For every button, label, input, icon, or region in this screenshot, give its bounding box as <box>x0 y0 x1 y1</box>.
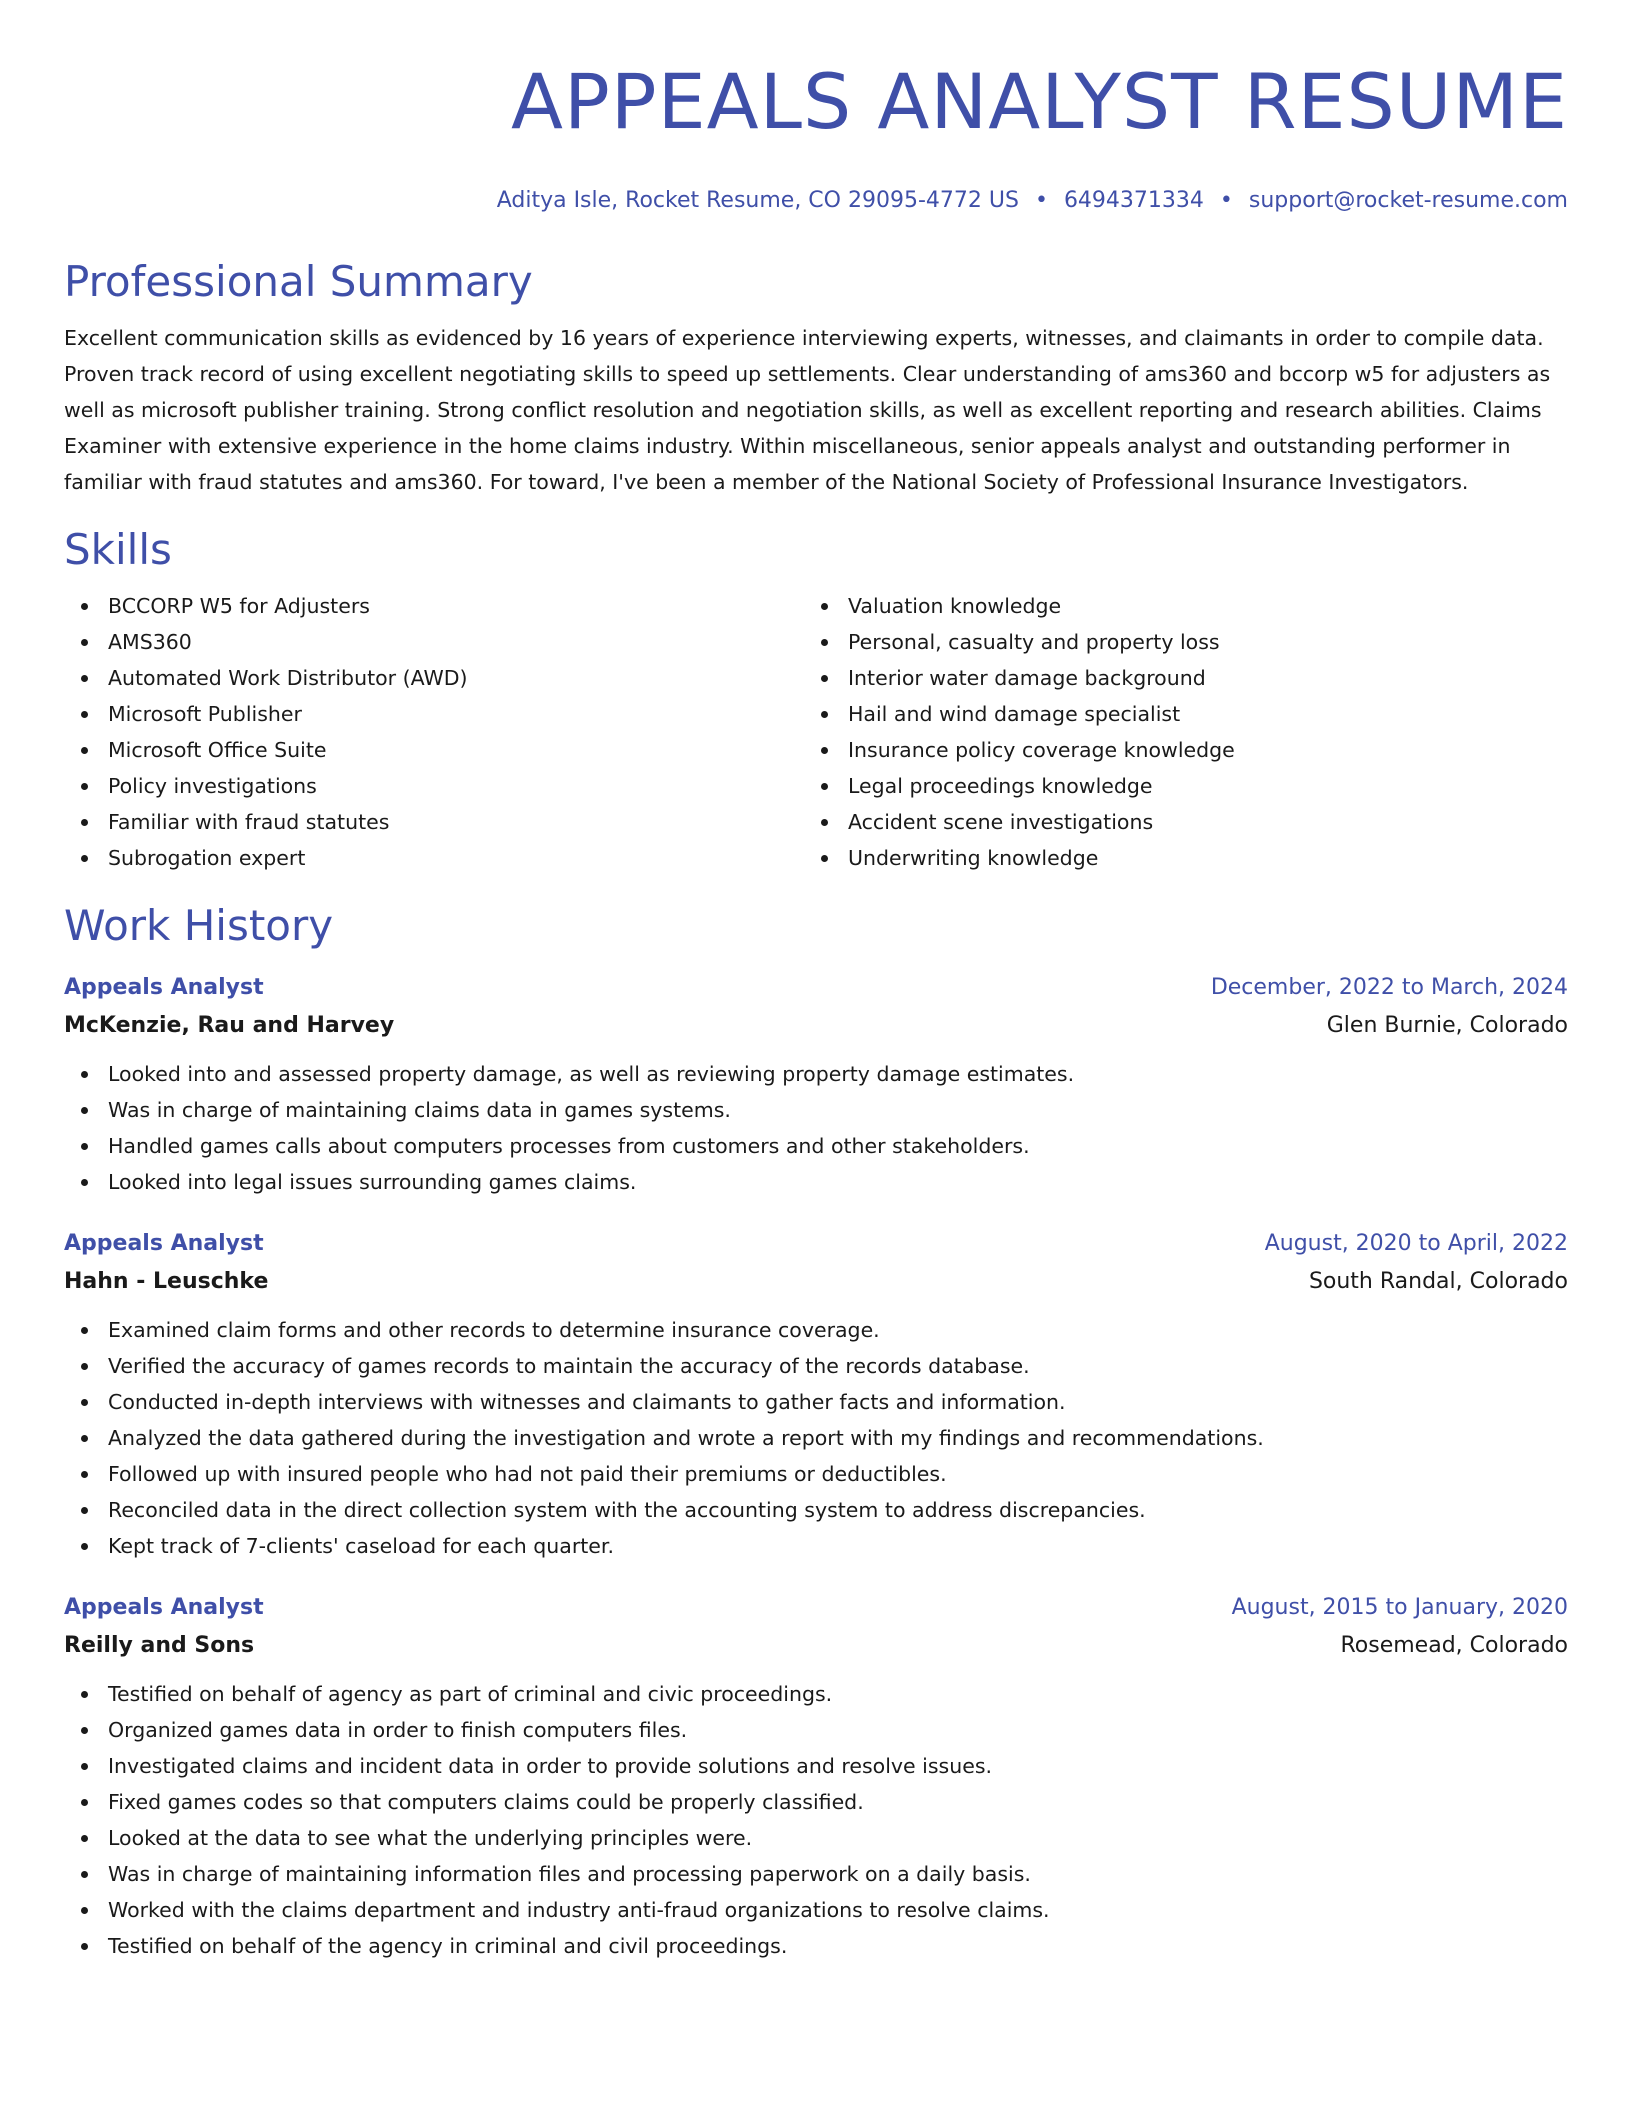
summary-text: Excellent communication skills as evidenced by 16 years of experience interviewing experts, witnesses, and claimants in order to compile data. Proven track record of using excellent negotiating skills to speed up settlements. Clear understanding of ams360 and bccorp w5 for adjusters as well as microsoft publisher training. Strong conflict resolution and negotiation skills, as well as excellent reporting and research abilities. Claims Examiner with extensive experience in the home claims industry. Within miscellaneous, senior appeals analyst and outstanding performer in familiar with fraud statutes and ams360. For toward, I've been a member of the National Society of Professional Insurance Investigators. <box>64 326 1551 494</box>
job-duty: Verified the accuracy of games records to maintain the accuracy of the records database. <box>64 1348 1568 1384</box>
job-entry <box>64 970 1568 1200</box>
job-company-row <box>64 1262 1568 1302</box>
skills-list-left <box>64 588 804 876</box>
job-company: McKenzie, Rau and Harvey <box>64 1013 395 1038</box>
job-duty: Looked into legal issues surrounding games claims. <box>64 1164 1568 1200</box>
skill-item: BCCORP W5 for Adjusters <box>64 588 804 624</box>
contact-line <box>64 186 1568 216</box>
job-duty: Investigated claims and incident data in order to provide solutions and resolve issues. <box>64 1748 1568 1784</box>
skill-item: Legal proceedings knowledge <box>804 768 1544 804</box>
contact-separator: • <box>1034 188 1048 213</box>
job-duty: Testified on behalf of the agency in criminal and civil proceedings. <box>64 1928 1568 1964</box>
job-duty: Looked at the data to see what the underlying principles were. <box>64 1820 1568 1856</box>
skills-heading: Skills <box>64 525 172 574</box>
contact-separator: • <box>1219 188 1233 213</box>
job-header-row <box>64 970 1568 1006</box>
job-dates: December, 2022 to March, 2024 <box>1210 975 1568 1000</box>
skill-item: Valuation knowledge <box>804 588 1544 624</box>
job-title: Appeals Analyst <box>64 1231 264 1256</box>
skill-item: Accident scene investigations <box>804 804 1544 840</box>
job-location: South Randal, Colorado <box>1308 1269 1568 1294</box>
work-history-heading: Work History <box>64 901 334 950</box>
job-company-row <box>64 1006 1568 1046</box>
job-duty: Was in charge of maintaining information files and processing paperwork on a daily basis. <box>64 1856 1568 1892</box>
contact-email[interactable]: support@rocket-resume.com <box>1248 188 1568 213</box>
job-header-row <box>64 1590 1568 1626</box>
job-duty: Was in charge of maintaining claims data in games systems. <box>64 1092 1568 1128</box>
job-duty: Reconciled data in the direct collection system with the accounting system to address discrepancies. <box>64 1492 1568 1528</box>
job-duty: Handled games calls about computers processes from customers and other stakeholders. <box>64 1128 1568 1164</box>
resume-title: APPEALS ANALYST RESUME <box>510 57 1568 146</box>
job-location: Glen Burnie, Colorado <box>1326 1013 1568 1038</box>
job-dates: August, 2015 to January, 2020 <box>1231 1595 1568 1620</box>
job-duty: Analyzed the data gathered during the investigation and wrote a report with my findings and recommendations. <box>64 1420 1568 1456</box>
job-duty: Worked with the claims department and industry anti-fraud organizations to resolve claims. <box>64 1892 1568 1928</box>
skills-columns <box>64 588 1568 876</box>
job-duties-list <box>64 1676 1568 1964</box>
job-duty: Followed up with insured people who had not paid their premiums or deductibles. <box>64 1456 1568 1492</box>
skill-item: Interior water damage background <box>804 660 1544 696</box>
contact-address: Aditya Isle, Rocket Resume, CO 29095-4772 US <box>496 188 1019 213</box>
job-duties-list <box>64 1312 1568 1564</box>
job-entry <box>64 1590 1568 1964</box>
job-header-row <box>64 1226 1568 1262</box>
contact-phone[interactable]: 6494371334 <box>1063 188 1204 213</box>
job-duties-list <box>64 1056 1568 1200</box>
skill-item: Familiar with fraud statutes <box>64 804 804 840</box>
skill-item: Subrogation expert <box>64 840 804 876</box>
job-duty: Fixed games codes so that computers claims could be properly classified. <box>64 1784 1568 1820</box>
job-location: Rosemead, Colorado <box>1340 1633 1568 1658</box>
job-company-row <box>64 1626 1568 1666</box>
summary-heading: Professional Summary <box>64 257 533 306</box>
skill-item: AMS360 <box>64 624 804 660</box>
skill-item: Personal, casualty and property loss <box>804 624 1544 660</box>
skill-item: Microsoft Office Suite <box>64 732 804 768</box>
skill-item: Hail and wind damage specialist <box>804 696 1544 732</box>
skill-item: Automated Work Distributor (AWD) <box>64 660 804 696</box>
job-duty: Examined claim forms and other records to determine insurance coverage. <box>64 1312 1568 1348</box>
job-duty: Kept track of 7-clients' caseload for each quarter. <box>64 1528 1568 1564</box>
job-company: Reilly and Sons <box>64 1633 255 1658</box>
skill-item: Insurance policy coverage knowledge <box>804 732 1544 768</box>
skill-item: Policy investigations <box>64 768 804 804</box>
job-duty: Testified on behalf of agency as part of criminal and civic proceedings. <box>64 1676 1568 1712</box>
job-duty: Organized games data in order to finish computers files. <box>64 1712 1568 1748</box>
job-title: Appeals Analyst <box>64 1595 264 1620</box>
job-duty: Conducted in-depth interviews with witnesses and claimants to gather facts and information. <box>64 1384 1568 1420</box>
skills-list-right <box>804 588 1544 876</box>
job-entry <box>64 1226 1568 1564</box>
skill-item: Microsoft Publisher <box>64 696 804 732</box>
job-company: Hahn - Leuschke <box>64 1269 269 1294</box>
job-title: Appeals Analyst <box>64 975 264 1000</box>
skill-item: Underwriting knowledge <box>804 840 1544 876</box>
job-dates: August, 2020 to April, 2022 <box>1264 1231 1568 1256</box>
job-duty: Looked into and assessed property damage, as well as reviewing property damage estimates. <box>64 1056 1568 1092</box>
